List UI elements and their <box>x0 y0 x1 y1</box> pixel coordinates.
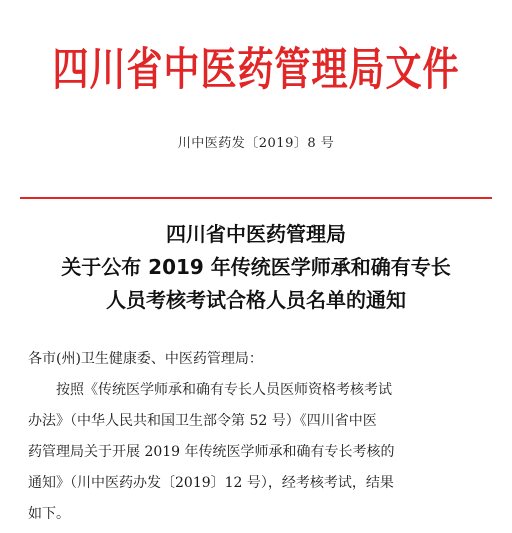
notice-title-line-1: 四川省中医药管理局 <box>166 222 346 246</box>
body-line-3: 药管理局关于开展 2019 年传统医学师承和确有专长考核的 <box>28 444 395 460</box>
notice-title-line-3: 人员考核考试合格人员名单的通知 <box>106 288 406 312</box>
red-divider-line <box>20 197 492 199</box>
body-line-2: 办法》（中华人民共和国卫生部令第 52 号）《四川省中医 <box>28 413 377 429</box>
notice-title-line-2: 关于公布 2019 年传统医学师承和确有专长 <box>61 255 451 279</box>
salutation: 各市(州)卫生健康委、中医药管理局： <box>28 351 263 367</box>
notice-body <box>28 344 498 530</box>
body-line-1: 按照《传统医学师承和确有专长人员医师资格考核考试 <box>56 382 392 398</box>
notice-title <box>10 218 502 317</box>
document-header-title: 四川省中医药管理局文件 <box>52 43 460 96</box>
document-number: 川中医药发〔2019〕8 号 <box>177 136 335 151</box>
body-line-5: 如下。 <box>28 506 70 522</box>
body-line-4: 通知》（川中医药办发〔2019〕12 号），经考核考试，结果 <box>28 475 394 491</box>
